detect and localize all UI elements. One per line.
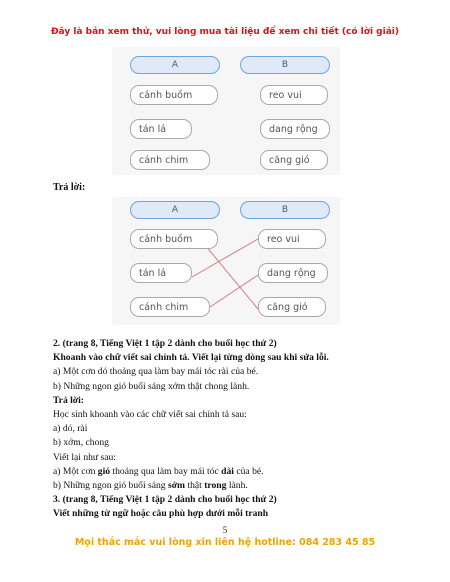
exercise-text	[53, 337, 413, 522]
section-3-title: 3. (trang 8, Tiếng Việt 1 tập 2 dành cho buổi học thứ 2)	[53, 494, 277, 506]
column-a-header: A	[130, 201, 220, 219]
right-item-3: căng gió	[260, 150, 328, 170]
right-item-3: căng gió	[258, 297, 326, 317]
answer-label-2: Trả lời:	[53, 394, 84, 406]
left-item-3: cánh chim	[130, 150, 210, 170]
fixed-sentence-a	[53, 465, 413, 479]
section-2-instruction: Khoanh vào chữ viết sai chính tả. Viết lại từng dòng sau khi sửa lỗi.	[53, 352, 329, 364]
sentence-a: a) Một cơn dó thoảng qua làm bay mái tóc rài của bé.	[53, 366, 259, 378]
left-item-2: tán lá	[130, 119, 192, 139]
column-b-header: B	[240, 56, 330, 74]
page-number: 5	[222, 525, 228, 535]
rewrite-intro: Viết lại như sau:	[53, 451, 116, 463]
answer-label: Trả lời:	[53, 182, 86, 193]
text-part: lành.	[226, 480, 248, 492]
text-part: của bé.	[233, 465, 264, 477]
text-part: a) Một cơn	[53, 465, 98, 477]
fixed-sentence-b	[53, 479, 413, 493]
text-part: thật	[185, 480, 205, 492]
section-2-title: 2. (trang 8, Tiếng Việt 1 tập 2 dành cho buổi học thứ 2)	[53, 338, 277, 349]
corrected-word: sớm	[168, 480, 186, 492]
match-line-1	[200, 239, 258, 309]
corrected-word: gió	[97, 465, 111, 477]
column-b-header: B	[240, 201, 330, 219]
right-item-2: dang rộng	[260, 119, 330, 139]
right-item-1: reo vui	[258, 229, 326, 249]
circle-b: b) xớm, chong	[53, 437, 109, 449]
left-item-1: cánh buồm	[130, 85, 218, 105]
section-3-instruction: Viết những từ ngữ hoặc câu phù hợp dưới mỗi tranh	[53, 508, 269, 520]
right-item-1: reo vui	[260, 85, 328, 105]
corrected-word: trong	[204, 480, 227, 492]
sentence-b: b) Những ngon gió buổi sáng xớm thật chong lành.	[53, 380, 250, 392]
corrected-word: dài	[221, 465, 234, 477]
text-part: b) Những ngon gió buổi sáng	[53, 480, 168, 492]
matching-answer-image	[112, 197, 340, 325]
hotline-banner: Mọi thắc mắc vui lòng xin liên hệ hotline: 084 283 45 85	[74, 537, 376, 548]
circle-intro: Học sinh khoanh vào các chữ viết sai chính tả sau:	[53, 409, 247, 421]
text-part: thoảng qua làm bay mái tóc	[110, 465, 222, 477]
left-item-1: cánh buồm	[130, 229, 218, 249]
circle-a: a) dó, rài	[53, 423, 88, 435]
column-a-header: A	[130, 56, 220, 74]
left-item-2: tán lá	[130, 263, 192, 283]
left-item-3: cánh chim	[130, 297, 210, 317]
matching-exercise-image	[112, 47, 340, 175]
right-item-2: dang rộng	[258, 263, 328, 283]
preview-banner: Đây là bản xem thử, vui lòng mua tài liệu để xem chi tiết (có lời giải)	[51, 27, 399, 37]
